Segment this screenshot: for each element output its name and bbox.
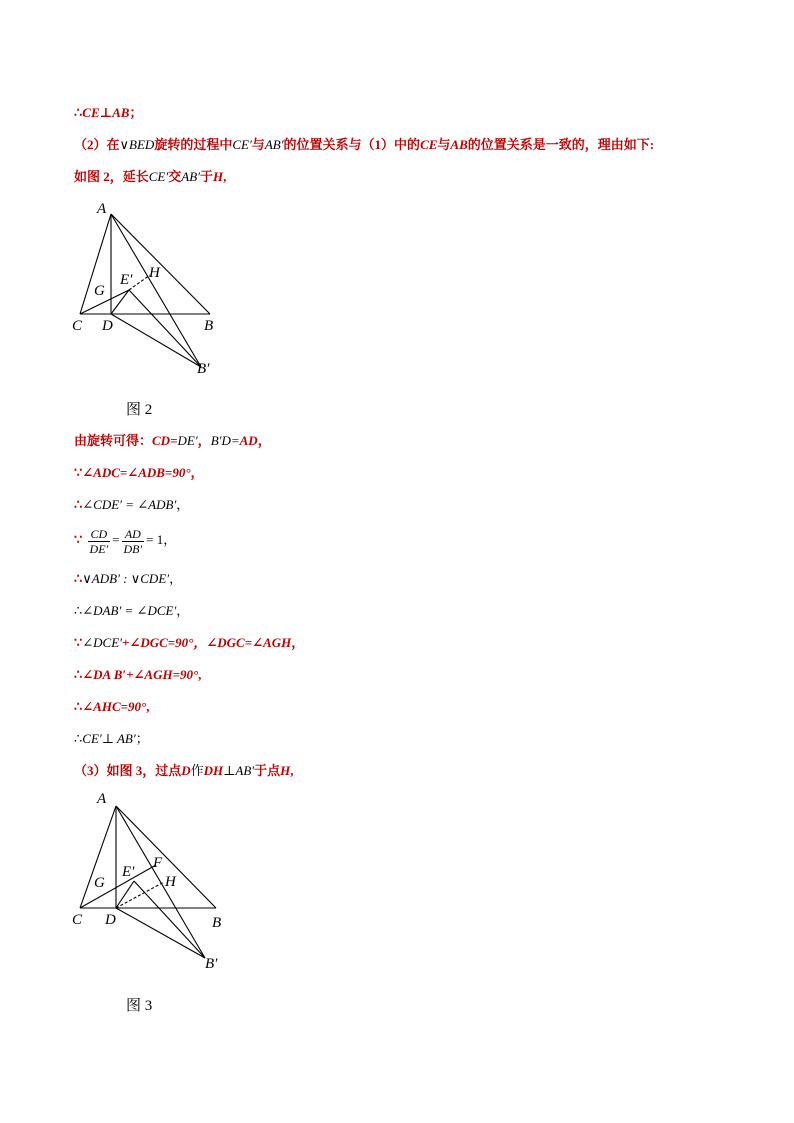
- math-triangle-bed: ∨BED: [119, 137, 155, 152]
- math-ce-prime: CE′: [148, 169, 169, 184]
- therefore-symbol: ∴: [74, 731, 83, 746]
- punct: ,: [290, 763, 294, 778]
- text: = 1，: [146, 532, 177, 547]
- text: 与: [251, 137, 265, 152]
- line-by-rotation: [74, 432, 271, 450]
- punct: ，: [291, 635, 305, 650]
- segment-de-prime: [116, 881, 134, 908]
- punct: ；: [129, 105, 143, 120]
- segment-e-prime-b-prime: [129, 290, 201, 367]
- punct: ，: [190, 465, 204, 480]
- math-ab-prime: AB′: [264, 137, 284, 152]
- punct: ，: [169, 571, 183, 586]
- denominator: DB′: [123, 541, 143, 556]
- segment-db-prime: [116, 908, 205, 958]
- math-dgc-equals-agh: ∠DGC=∠AGH: [206, 635, 292, 650]
- label-g: G: [94, 875, 105, 891]
- text: 交: [168, 169, 182, 184]
- figure-2-diagram: [60, 195, 240, 380]
- label-d: D: [105, 912, 116, 928]
- math-ab-prime: AB′: [181, 169, 200, 184]
- perp-symbol: ⊥: [223, 763, 236, 778]
- text: 作: [190, 763, 204, 778]
- numerator: CD: [88, 527, 111, 542]
- because-symbol: ∵: [74, 635, 83, 650]
- math-ab-prime: AB′: [235, 763, 255, 778]
- label-d: D: [102, 318, 113, 334]
- math-b-prime-d: B′D=: [210, 433, 240, 448]
- fraction-ad-db: [122, 527, 145, 556]
- because-symbol: ∵: [74, 532, 83, 547]
- label-b: B: [212, 915, 222, 931]
- therefore-symbol: ∴: [74, 667, 83, 682]
- label-b: B: [204, 318, 214, 334]
- math-similarity: ∨ADB′ : ∨CDE′: [82, 571, 170, 586]
- math-h: H: [280, 763, 291, 778]
- text: 的位置关系与（1）中的: [283, 137, 421, 152]
- text: 于: [199, 169, 213, 184]
- math-ab: AB: [450, 137, 468, 152]
- punct: ,: [223, 169, 227, 184]
- segment-ab: [116, 806, 216, 908]
- text: 的位置关系是一致的，理由如下:: [467, 137, 655, 152]
- label-g: G: [94, 283, 105, 299]
- therefore-symbol: ∴: [74, 603, 83, 618]
- line-ce-perp-ab-prime: [74, 730, 149, 748]
- line-angle-dab-equals-dce: [74, 602, 189, 620]
- segment-dh-dashed: [116, 882, 164, 908]
- line-angle-cde-equals-adb: [74, 496, 189, 514]
- line-part3-statement: [74, 762, 294, 780]
- math-ce-prime: CE′: [232, 137, 252, 152]
- segment-ab-prime: [116, 806, 205, 958]
- line-right-angles: [74, 464, 204, 482]
- math-d: D: [181, 763, 191, 778]
- segment-de-prime: [111, 290, 129, 314]
- label-e-prime: E′: [122, 864, 135, 880]
- label-h: H: [165, 874, 176, 890]
- text: 旋转的过程中: [154, 137, 233, 152]
- punct: ，: [257, 433, 271, 448]
- line-part2-statement: [74, 136, 654, 154]
- equals: =: [112, 532, 120, 547]
- math-perpendicular: CE′⊥ AB′: [82, 731, 136, 746]
- line-angle-sum: [74, 634, 304, 652]
- line-similar-triangles: [74, 570, 182, 588]
- label-f: F: [153, 855, 163, 871]
- punct: ，: [197, 433, 211, 448]
- segment-ac: [80, 214, 111, 314]
- punct: ,: [198, 667, 202, 682]
- therefore-symbol: ∴: [74, 699, 83, 714]
- label-b-prime: B′: [197, 361, 210, 377]
- math-angle-equality: ∠CDE′ = ∠ADB′: [82, 497, 177, 512]
- math-de-prime: DE′: [177, 433, 198, 448]
- math-ce-perp-ab: CE⊥AB: [82, 105, 130, 120]
- math-angle-sum: ∠DA B′+∠AGH=90°: [82, 667, 199, 682]
- math-angle-equality: ∠DAB′ = ∠DCE′: [82, 603, 177, 618]
- therefore-symbol: ∴: [74, 571, 83, 586]
- punct: ；: [135, 731, 149, 746]
- math-angle-ahc: ∠AHC=90°: [82, 699, 147, 714]
- line-extend-ce: [74, 168, 226, 186]
- therefore-symbol: ∴: [74, 105, 83, 120]
- text: 如图 2，延长: [74, 169, 149, 184]
- label-a: A: [97, 791, 107, 807]
- text: （3）如图 3，过点: [74, 763, 182, 778]
- label-c: C: [72, 318, 83, 334]
- punct: ，: [176, 497, 190, 512]
- label-c: C: [72, 912, 83, 928]
- text: 于点: [254, 763, 281, 778]
- line-ahc-90: [74, 698, 149, 716]
- figure-3-diagram: [60, 787, 240, 977]
- math-h: H: [213, 169, 224, 184]
- punct: ，: [176, 603, 190, 618]
- segment-db-prime: [111, 314, 201, 367]
- line-dab-plus-agh: [74, 666, 201, 684]
- label-h: H: [149, 265, 160, 281]
- line-ratio-equality: [74, 522, 176, 558]
- because-symbol: ∵: [74, 465, 83, 480]
- math-cd: CD=: [152, 433, 178, 448]
- math-plus-dgc: +∠DGC=90°，: [122, 635, 207, 650]
- numerator: AD: [122, 527, 145, 542]
- label-e-prime: E′: [120, 272, 133, 288]
- therefore-symbol: ∴: [74, 497, 83, 512]
- text: 由旋转可得：: [74, 433, 153, 448]
- label-b-prime: B′: [205, 956, 218, 972]
- segment-ac: [80, 806, 116, 908]
- math-ce: CE: [420, 137, 438, 152]
- punct: ,: [146, 699, 150, 714]
- fraction-cd-de: [88, 527, 111, 556]
- label-a: A: [97, 201, 107, 217]
- segment-ce-prime-extended: [80, 865, 156, 908]
- text: （2）在: [74, 137, 120, 152]
- denominator: DE′: [89, 541, 109, 556]
- figure-3-caption: 图 3: [126, 998, 153, 1014]
- figure-2-caption: 图 2: [126, 402, 153, 418]
- math-angle-equality: ∠ADC=∠ADB=90°: [82, 465, 191, 480]
- line-conclusion-ce-perp-ab: [74, 104, 142, 122]
- math-ad: AD: [239, 433, 258, 448]
- text: 与: [437, 137, 451, 152]
- math-angle-dce: ∠DCE′: [82, 635, 123, 650]
- math-dh: DH: [203, 763, 224, 778]
